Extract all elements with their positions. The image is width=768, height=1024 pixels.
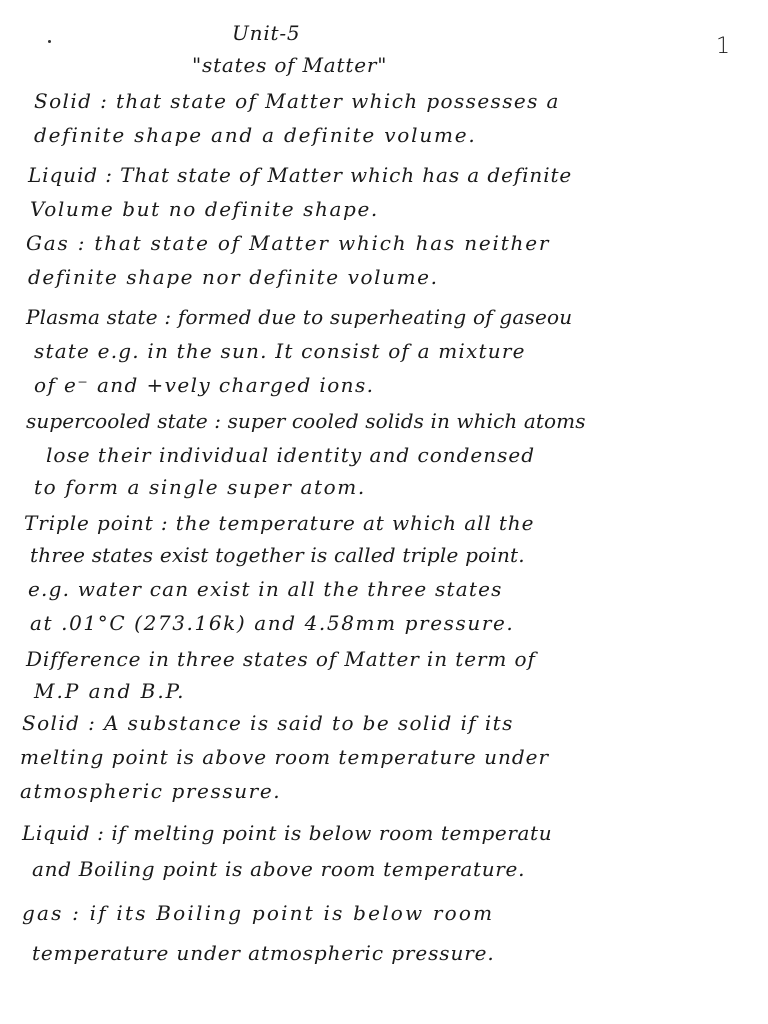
text-line-supercooled-2: lose their individual identity and condensed: [46, 443, 536, 467]
text-line-solid-def-2: definite shape and a definite volume.: [34, 123, 477, 147]
text-line-difference-2: M.P and B.P.: [34, 679, 186, 703]
text-line-liquid-def-2: Volume but no definite shape.: [30, 197, 379, 221]
text-line-gas-bp-2: temperature under atmospheric pressure.: [32, 941, 495, 965]
text-line-difference-1: Difference in three states of Matter in term of: [26, 647, 536, 671]
text-line-triple-3: e.g. water can exist in all the three states: [28, 577, 503, 601]
text-line-plasma-3: of e⁻ and +vely charged ions.: [34, 373, 375, 397]
text-line-gas-def-1: Gas : that state of Matter which has neither: [26, 231, 551, 255]
text-line-solid-mp-1: Solid : A substance is said to be solid if its: [22, 711, 514, 735]
text-line-liquid-mp-2: and Boiling point is above room temperature.: [32, 857, 526, 881]
text-line-triple-1: Triple point : the temperature at which all the: [24, 511, 535, 535]
text-line-gas-def-2: definite shape nor definite volume.: [28, 265, 439, 289]
text-line-solid-mp-3: atmospheric pressure.: [20, 779, 282, 803]
topic-heading: "states of Matter": [192, 53, 388, 77]
text-line-gas-bp-1: gas : if its Boiling point is below room: [22, 901, 495, 925]
text-line-solid-mp-2: melting point is above room temperature under: [20, 745, 550, 769]
text-line-liquid-def-1: Liquid : That state of Matter which has a definite: [28, 163, 573, 187]
text-line-plasma-1: Plasma state : formed due to superheating of gaseou: [26, 305, 573, 329]
page-number: 1: [716, 34, 730, 59]
text-line-liquid-mp-1: Liquid : if melting point is below room temperatu: [22, 821, 553, 845]
unit-heading: Unit-5: [232, 21, 301, 45]
text-line-triple-4: at .01°C (273.16k) and 4.58mm pressure.: [30, 611, 515, 635]
text-line-supercooled-1: supercooled state : super cooled solids in which atoms: [26, 409, 586, 433]
text-line-plasma-2: state e.g. in the sun. It consist of a mixture: [34, 339, 526, 363]
text-line-solid-def-1: Solid : that state of Matter which possesses a: [34, 89, 560, 113]
ink-dot: [48, 40, 51, 43]
text-line-supercooled-3: to form a single super atom.: [34, 475, 366, 499]
text-line-triple-2: three states exist together is called triple point.: [30, 543, 525, 567]
